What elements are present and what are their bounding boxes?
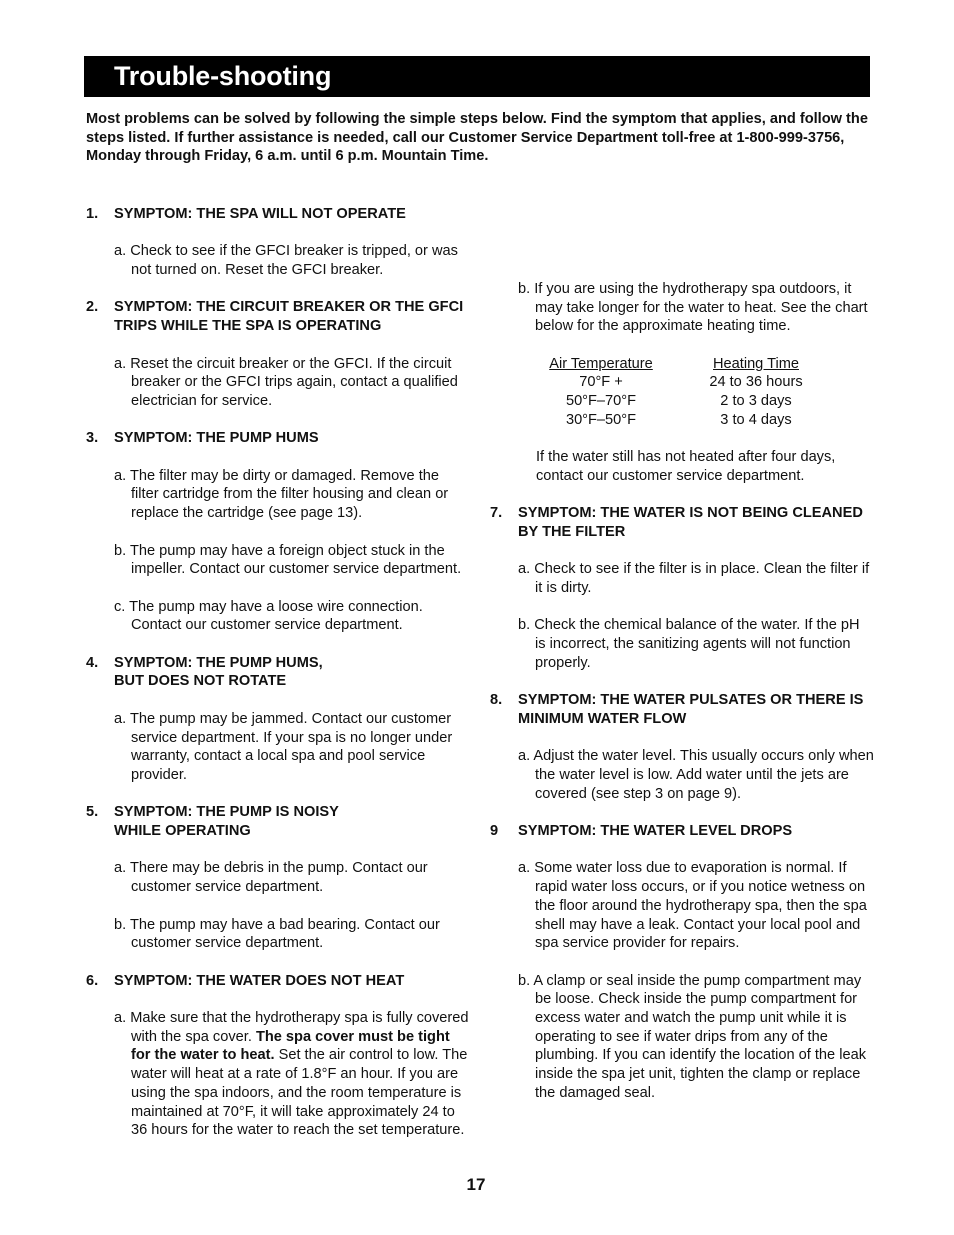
symptom-number: 1. bbox=[86, 206, 99, 222]
symptom-6-note: If the water still has not heated after four days, contact our customer service department. bbox=[536, 449, 836, 484]
page-number: 17 bbox=[466, 1175, 486, 1194]
symptom-title-line-2: WHILE OPERATING bbox=[114, 823, 251, 840]
symptom-title: SYMPTOM: THE WATER IS NOT BEING CLEANED BY THE FILTER bbox=[518, 505, 863, 540]
symptom-9-step-b: b. A clamp or seal inside the pump compartment may be loose. Check inside the pump compartment for excess water and watch the pump unit while it is operating to see if water drips from any of the plumbing. If you can identify the location of the leak inside the spa jet unit, tighten the clamp or replace the damaged seal. bbox=[518, 972, 866, 1101]
symptom-number: 8. bbox=[490, 692, 503, 709]
chart-cell-temp: 50°F–70°F bbox=[565, 393, 637, 409]
symptom-number: 5. bbox=[86, 804, 99, 821]
page-title: Trouble-shooting bbox=[84, 56, 870, 97]
symptom-3-step-a: a. The filter may be dirty or damaged. Remove the filter cartridge from the filter housing and clean or replace the cartridge (see page 13). bbox=[114, 467, 449, 522]
symptom-2-heading bbox=[86, 298, 470, 335]
intro-text: Most problems can be solved by following the simple steps below. Find the symptom that applies, and follow the steps listed. If further assistance is needed, call our Customer Service Department toll-free at 1-800-999-3756, Monday through Friday, 6 a.m. until 6 p.m. Mountain Time. bbox=[86, 111, 868, 165]
symptom-6-step-b: b. If you are using the hydrotherapy spa outdoors, it may take longer for the water to heat. See the chart below for the approximate heating time. bbox=[518, 280, 868, 335]
left-column bbox=[86, 205, 470, 1159]
symptom-4-step-a: a. The pump may be jammed. Contact our customer service department. If your spa is no longer under warranty, contact a local spa and pool service provider. bbox=[114, 710, 453, 783]
symptom-8-step-a: a. Adjust the water level. This usually occurs only when the water level is low. Add water until the jets are covered (see step 3 on page 9). bbox=[518, 748, 874, 802]
symptom-7-step-a: a. Check to see if the filter is in place. Clean the filter if it is dirty. bbox=[518, 561, 870, 596]
symptom-3-heading bbox=[86, 429, 470, 448]
heating-time-chart bbox=[536, 355, 826, 430]
symptom-9-step-a: a. Some water loss due to evaporation is normal. If rapid water loss occurs, or if you notice wetness on the floor around the hydrotherapy spa, then the spa shell may have a leak. Contact your local pool and spa service provider for repairs. bbox=[518, 860, 867, 952]
symptom-7-step-b: b. Check the chemical balance of the water. If the pH is incorrect, the sanitizing agents will not function properly. bbox=[518, 617, 860, 671]
symptom-number: 7. bbox=[490, 505, 503, 522]
step-text: a. Make sure that the hydrotherapy spa is fully covered with the spa cover. bbox=[114, 1010, 469, 1045]
symptom-9-heading bbox=[490, 822, 874, 841]
symptom-title: SYMPTOM: THE SPA WILL NOT OPERATE bbox=[114, 206, 406, 222]
symptom-number: 9 bbox=[490, 823, 499, 840]
symptom-4-heading bbox=[86, 654, 470, 691]
symptom-title bbox=[114, 803, 470, 840]
symptom-title: SYMPTOM: THE WATER DOES NOT HEAT bbox=[114, 972, 405, 989]
symptom-5-step-b: b. The pump may have a bad bearing. Contact our customer service department. bbox=[114, 916, 440, 952]
symptom-1-heading bbox=[86, 205, 470, 224]
symptom-8-heading bbox=[490, 691, 874, 728]
chart-header-heating-time: Heating Time bbox=[713, 355, 799, 372]
heating-time-column bbox=[706, 355, 806, 430]
symptom-title-line-2: BUT DOES NOT ROTATE bbox=[114, 673, 287, 690]
symptom-title bbox=[114, 654, 470, 691]
chart-cell-time: 24 to 36 hours bbox=[709, 374, 803, 391]
symptom-title: SYMPTOM: THE WATER LEVEL DROPS bbox=[518, 823, 793, 840]
chart-cell-temp: 30°F–50°F bbox=[565, 411, 637, 428]
symptom-title: SYMPTOM: THE CIRCUIT BREAKER OR THE GFCI TRIPS WHILE THE SPA IS OPERATING bbox=[114, 299, 464, 335]
symptom-number: 4. bbox=[86, 654, 99, 671]
chart-cell-time: 3 to 4 days bbox=[720, 411, 792, 428]
symptom-1-step-a: a. Check to see if the GFCI breaker is tripped, or was not turned on. Reset the GFCI breaker. bbox=[114, 243, 458, 279]
step-text-continued: Set the air control to low. The water will heat at a rate of 1.8°F an hour. If you are using the spa indoors, and the room temperature is maintained at 70°F, it will take approximately 24 to 36 hours for the water to reach the set temperature. bbox=[131, 1047, 468, 1139]
symptom-title-line-1: SYMPTOM: THE PUMP IS NOISY bbox=[114, 804, 339, 821]
step-bold-warning: The spa cover must be tight for the water to heat. bbox=[131, 1028, 450, 1064]
chart-header-air-temperature: Air Temperature bbox=[549, 355, 653, 372]
chart-cell-time: 2 to 3 days bbox=[720, 393, 792, 409]
symptom-title: SYMPTOM: THE PUMP HUMS bbox=[114, 430, 319, 447]
symptom-5-heading bbox=[86, 803, 470, 840]
symptom-number: 3. bbox=[86, 430, 99, 447]
symptom-6-heading bbox=[86, 972, 470, 991]
air-temperature-column bbox=[536, 355, 666, 430]
symptom-title: SYMPTOM: THE WATER PULSATES OR THERE IS MINIMUM WATER FLOW bbox=[518, 692, 864, 727]
symptom-3-step-c: c. The pump may have a loose wire connection. Contact our customer service department. bbox=[114, 598, 423, 634]
chart-cell-temp: 70°F + bbox=[579, 374, 623, 391]
symptom-3-step-b: b. The pump may have a foreign object stuck in the impeller. Contact our customer service department. bbox=[114, 542, 462, 578]
right-column bbox=[490, 205, 874, 1121]
symptom-5-step-a: a. There may be debris in the pump. Contact our customer service department. bbox=[114, 860, 428, 896]
symptom-2-step-a: a. Reset the circuit breaker or the GFCI. If the circuit breaker or the GFCI trips again, contact a qualified electrician for service. bbox=[114, 355, 458, 409]
symptom-title-line-1: SYMPTOM: THE PUMP HUMS, bbox=[114, 654, 323, 671]
symptom-number: 6. bbox=[86, 972, 99, 989]
symptom-number: 2. bbox=[86, 299, 99, 316]
symptom-6-step-a bbox=[114, 1009, 470, 1140]
symptom-7-heading bbox=[490, 504, 874, 541]
